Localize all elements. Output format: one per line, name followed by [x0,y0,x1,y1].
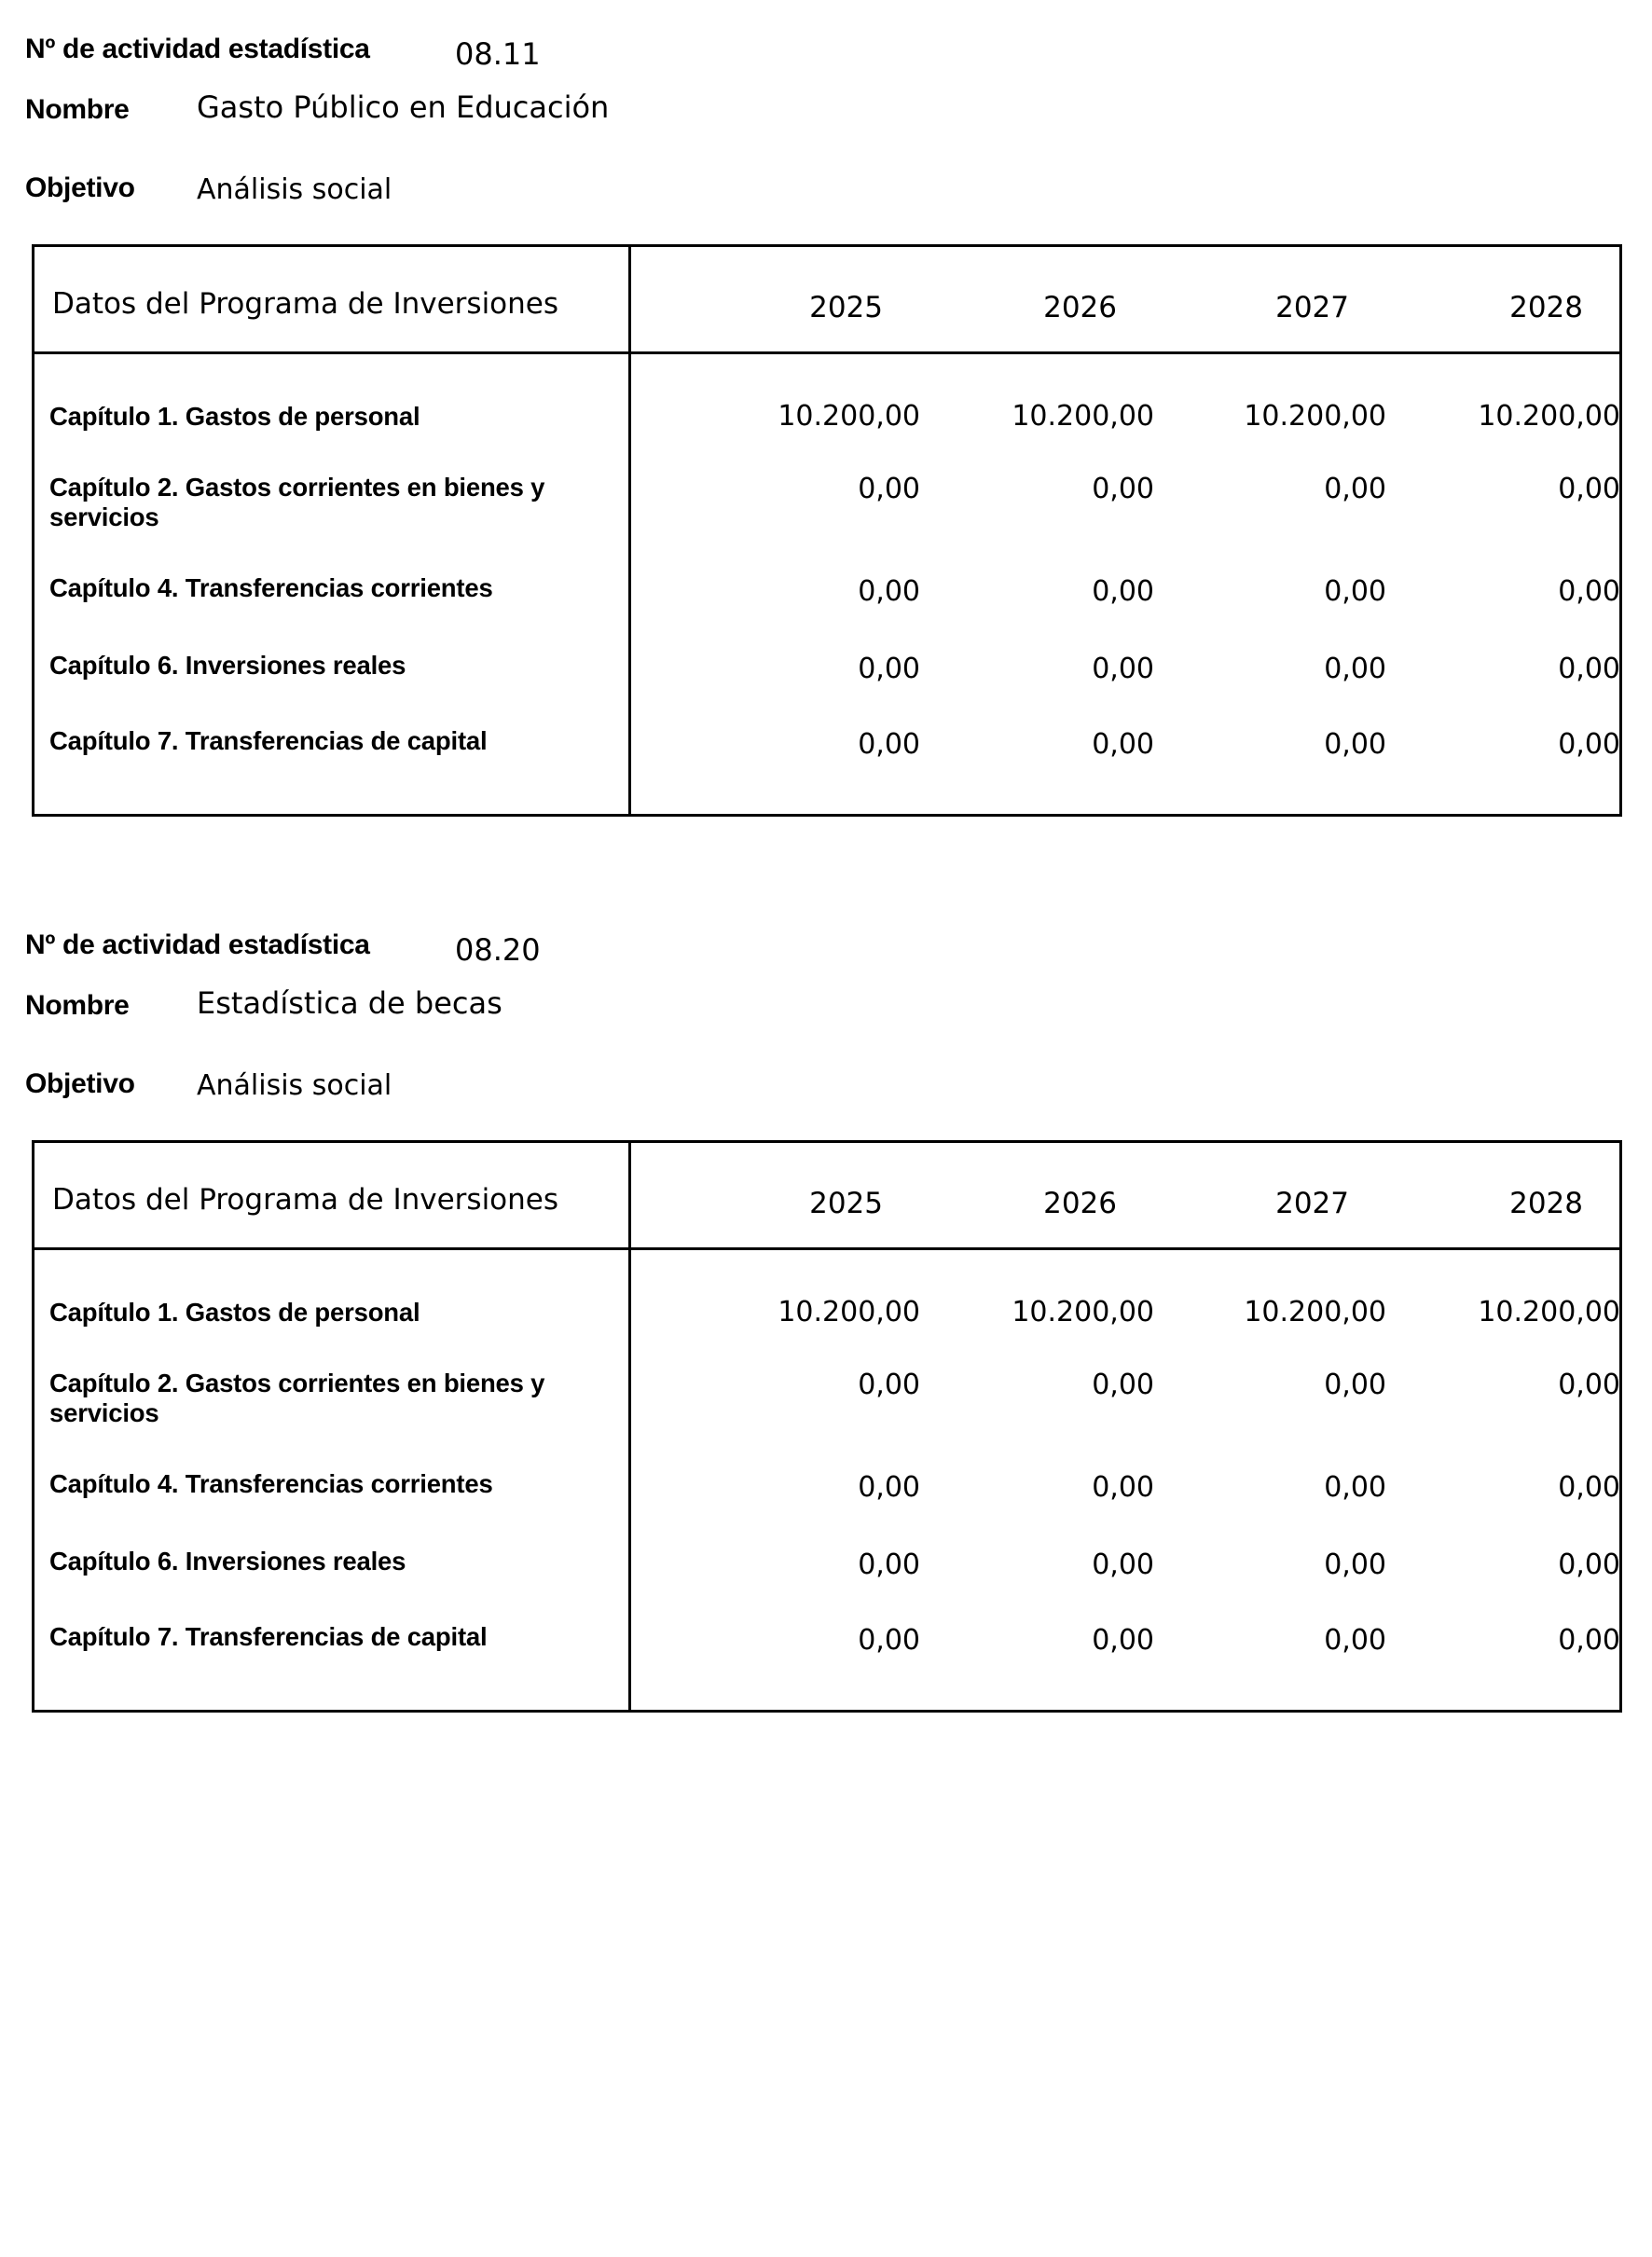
table-cell: 0,00 [1092,1624,1154,1657]
table-cell: 0,00 [1558,728,1620,761]
nombre-label: Nombre [25,990,130,1021]
table-divider-vertical [628,1143,631,1710]
objetivo-value: Análisis social [197,173,392,206]
row-label: Capítulo 4. Transferencias corrientes [49,573,493,602]
nombre-value: Gasto Público en Educación [197,89,610,125]
table-cell: 0,00 [1558,1548,1620,1581]
table-cell: 10.200,00 [1478,400,1620,433]
row-label: Capítulo 6. Inversiones reales [49,651,406,680]
table-cell: 0,00 [858,653,920,685]
year-header: 2025 [809,291,883,324]
table-cell: 0,00 [1558,1369,1620,1401]
table-cell: 0,00 [1092,575,1154,608]
row-label: Capítulo 2. Gastos corrientes en bienes y servicios [49,1369,545,1427]
row-label: Capítulo 7. Transferencias de capital [49,1622,488,1651]
row-label: Capítulo 1. Gastos de personal [49,1298,420,1327]
table-cell: 0,00 [858,575,920,608]
table-cell: 0,00 [1558,653,1620,685]
row-label: Capítulo 1. Gastos de personal [49,402,420,431]
table-cell: 10.200,00 [1244,1296,1386,1328]
nombre-value: Estadística de becas [197,985,502,1021]
table-cell: 0,00 [1092,653,1154,685]
table-cell: 0,00 [1558,1624,1620,1657]
table-cell: 0,00 [858,1548,920,1581]
table-cell: 0,00 [1324,473,1386,505]
objetivo-label: Objetivo [25,1068,135,1099]
table-cell: 0,00 [858,1369,920,1401]
table-cell: 10.200,00 [778,1296,920,1328]
activity-number-label: Nº de actividad estadística [25,929,370,960]
row-label: Capítulo 6. Inversiones reales [49,1547,406,1576]
table-divider-horizontal [34,351,1619,354]
table-cell: 0,00 [1324,1548,1386,1581]
table-header-title: Datos del Programa de Inversiones [52,1183,559,1217]
table-cell: 0,00 [1324,1369,1386,1401]
activity-number-label: Nº de actividad estadística [25,34,370,64]
table-cell: 10.200,00 [1012,1296,1154,1328]
activity-section-1 [0,0,1652,839]
table-cell: 10.200,00 [1244,400,1386,433]
year-header: 2028 [1509,291,1583,324]
year-header: 2028 [1509,1187,1583,1220]
table-divider-horizontal [34,1247,1619,1250]
year-header: 2025 [809,1187,883,1220]
table-header-title: Datos del Programa de Inversiones [52,287,559,321]
year-header: 2027 [1275,291,1349,324]
activity-number-value: 08.11 [455,36,541,72]
table-cell: 0,00 [1324,728,1386,761]
objetivo-value: Análisis social [197,1069,392,1102]
investment-table [32,244,1622,817]
activity-number-value: 08.20 [455,932,541,968]
table-cell: 0,00 [1324,1471,1386,1504]
table-cell: 10.200,00 [1012,400,1154,433]
table-cell: 0,00 [858,473,920,505]
investment-table [32,1140,1622,1713]
table-cell: 0,00 [1092,728,1154,761]
table-cell: 0,00 [1324,575,1386,608]
year-header: 2026 [1043,1187,1117,1220]
table-cell: 0,00 [1092,1471,1154,1504]
table-cell: 0,00 [1324,653,1386,685]
table-cell: 10.200,00 [778,400,920,433]
table-cell: 0,00 [1092,1548,1154,1581]
activity-section-2 [0,896,1652,1735]
table-cell: 10.200,00 [1478,1296,1620,1328]
year-header: 2026 [1043,291,1117,324]
table-cell: 0,00 [1092,1369,1154,1401]
table-cell: 0,00 [1558,575,1620,608]
table-cell: 0,00 [858,1471,920,1504]
table-cell: 0,00 [1324,1624,1386,1657]
table-cell: 0,00 [1092,473,1154,505]
table-cell: 0,00 [858,728,920,761]
row-label: Capítulo 7. Transferencias de capital [49,726,488,755]
row-label: Capítulo 2. Gastos corrientes en bienes y servicios [49,473,545,531]
row-label: Capítulo 4. Transferencias corrientes [49,1469,493,1498]
table-cell: 0,00 [858,1624,920,1657]
table-cell: 0,00 [1558,1471,1620,1504]
table-cell: 0,00 [1558,473,1620,505]
year-header: 2027 [1275,1187,1349,1220]
table-divider-vertical [628,247,631,814]
objetivo-label: Objetivo [25,172,135,203]
nombre-label: Nombre [25,94,130,125]
